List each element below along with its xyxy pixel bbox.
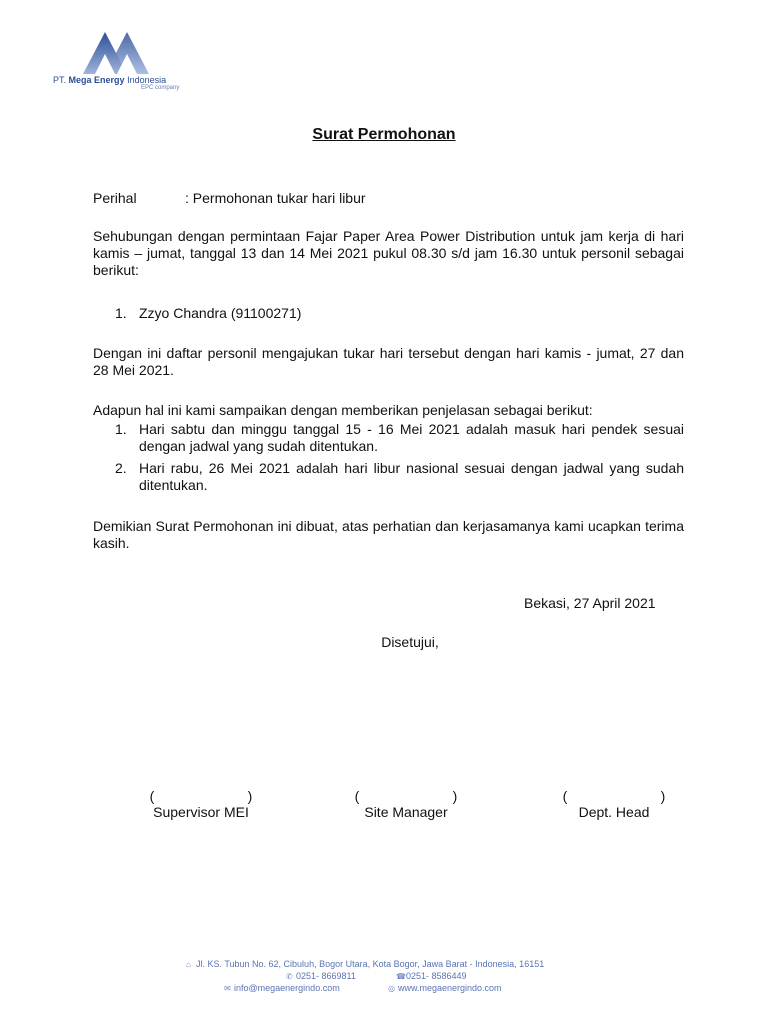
signature-dept-head (534, 788, 694, 820)
personnel-item: Zzyo Chandra (91100271) (139, 305, 302, 321)
company-name: PT. Mega Energy Indonesia (53, 75, 167, 85)
perihal-label: Perihal (93, 190, 137, 206)
signature-role: Dept. Head (578, 804, 650, 820)
fax-text: 0251- 8586449 (406, 971, 467, 981)
email-text: info@megaenergindo.com (234, 983, 340, 993)
footer-address (186, 959, 544, 969)
signature-line: ( ) (149, 788, 253, 804)
reason-item: Hari sabtu dan minggu tanggal 15 - 16 Mei 2021 adalah masuk hari pendek sesuai dengan jadwal yang sudah ditentukan. (139, 421, 684, 454)
signature-line: ( ) (354, 788, 458, 804)
place-date: Bekasi, 27 April 2021 (524, 595, 656, 611)
home-icon: ⌂ (186, 960, 191, 969)
fax-icon: ☎ (396, 972, 406, 981)
signature-line: ( ) (562, 788, 666, 804)
globe-icon: ◎ (388, 984, 395, 993)
company-subtitle: EPC company (141, 85, 180, 91)
signature-site-manager (326, 788, 486, 820)
reason-number: 2. (115, 460, 127, 476)
signature-role: Site Manager (364, 804, 448, 820)
closing-paragraph: Demikian Surat Permohonan ini dibuat, atas perhatian dan kerjasamanya kami ucapkan terima kasih. (93, 518, 684, 551)
mail-icon: ✉ (224, 984, 231, 993)
swap-paragraph: Dengan ini daftar personil mengajukan tukar hari tersebut dengan hari kamis - jumat, 27 dan 28 Mei 2021. (93, 345, 684, 378)
approval-label: Disetujui, (381, 634, 439, 650)
signature-role: Supervisor MEI (153, 804, 249, 820)
phone-icon: ✆ (286, 972, 293, 981)
footer-phone (286, 971, 356, 981)
phone-text: 0251- 8669811 (296, 971, 356, 981)
address-text: Jl. KS. Tubun No. 62, Cibuluh, Bogor Utara, Kota Bogor, Jawa Barat - Indonesia, 16151 (196, 959, 545, 969)
personnel-number: 1. (115, 305, 127, 321)
perihal-value: : Permohonan tukar hari libur (185, 190, 366, 206)
letter-title: Surat Permohonan (312, 126, 456, 143)
website-text: www.megaenergindo.com (398, 983, 502, 993)
reason-item: Hari rabu, 26 Mei 2021 adalah hari libur nasional sesuai dengan jadwal yang sudah ditentukan. (139, 460, 684, 493)
reason-number: 1. (115, 421, 127, 437)
mountain-logo-icon (83, 28, 163, 74)
signature-supervisor (121, 788, 281, 820)
intro-paragraph: Sehubungan dengan permintaan Fajar Paper Area Power Distribution untuk jam kerja di hari kamis – jumat, tanggal 13 dan 14 Mei 2021 pukul 08.30 s/d jam 16.30 untuk personil sebagai berikut: (93, 228, 684, 278)
footer-fax (396, 971, 467, 981)
footer-email (224, 983, 340, 993)
footer-website (388, 983, 502, 993)
explain-intro: Adapun hal ini kami sampaikan dengan memberikan penjelasan sebagai berikut: (93, 402, 593, 418)
company-logo (53, 28, 193, 94)
